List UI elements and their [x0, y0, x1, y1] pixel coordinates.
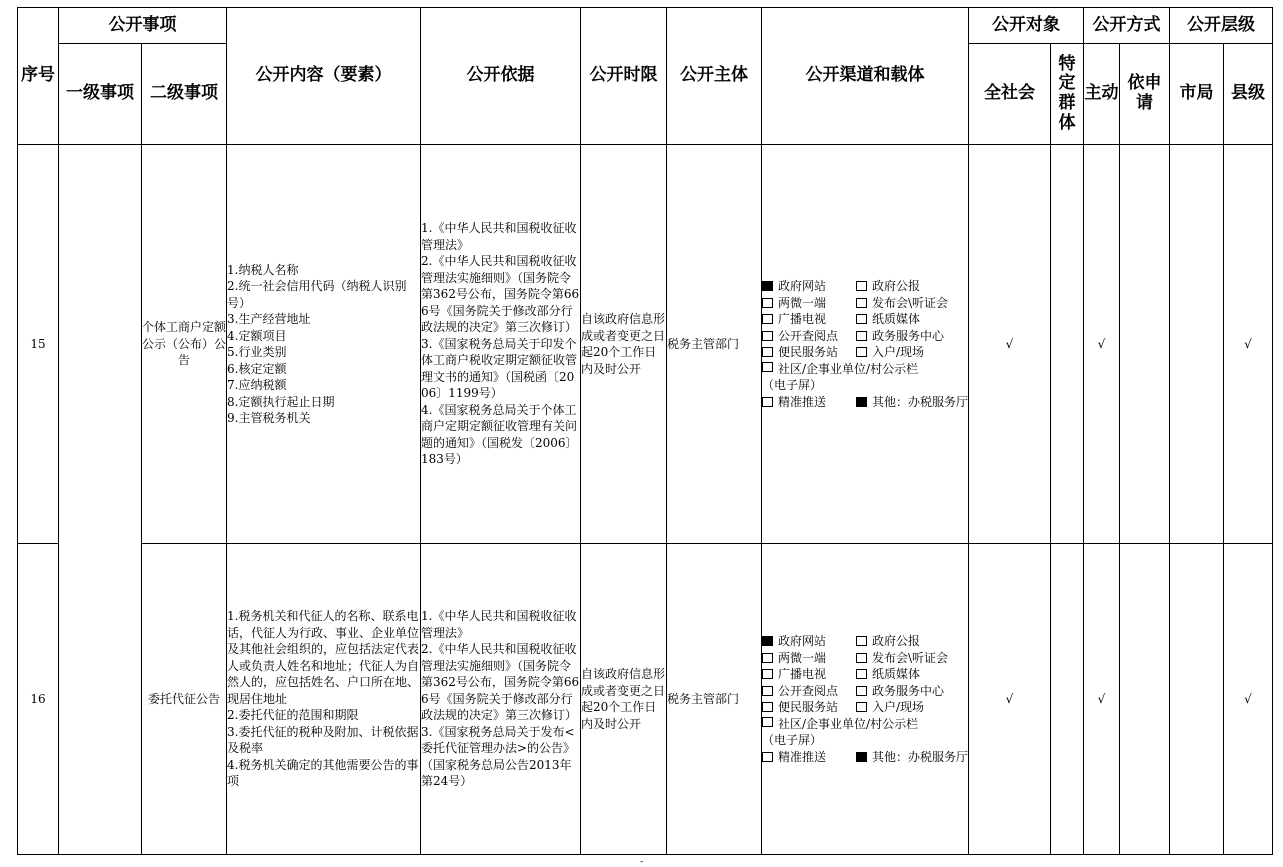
checkbox-empty-icon — [856, 702, 867, 712]
row-basis — [421, 544, 581, 855]
channel-label: 入户/现场 — [872, 700, 925, 714]
basis-item: 2.《中华人民共和国税收征收管理法实施细则》（国务院令第362号公布，国务院令第666号《国务院关于修改部分行政法规的决定》第三次修订） — [421, 642, 580, 723]
checkbox-empty-icon — [856, 686, 867, 696]
table-body — [18, 145, 1273, 855]
channel-label: 社区/企事业单位/村公示栏 — [778, 361, 919, 376]
disclosure-table — [17, 7, 1273, 855]
checkbox-empty-icon — [762, 362, 773, 372]
content-item: 9.主管税务机关 — [227, 411, 311, 425]
basis-item: 4.《国家税务总局关于个体工商户定期定额征收管理有关问题的通知》（国税发〔2006〕183号） — [421, 402, 578, 467]
row-channels — [762, 544, 969, 855]
channel-label: 政务服务中心 — [872, 328, 945, 343]
header-active: 主动 — [1084, 44, 1120, 145]
table-row — [18, 544, 1273, 855]
channel-label: 公开查阅点 — [778, 683, 839, 698]
mark-active: √ — [1084, 145, 1120, 544]
mark-county: √ — [1224, 544, 1273, 855]
content-item: 8.定额执行起止日期 — [227, 394, 335, 409]
row-level1 — [59, 145, 142, 855]
channel-label: 其他：办税服务厅 — [872, 749, 969, 764]
channel-label: 便民服务站 — [778, 345, 839, 359]
channel-label: 纸质媒体 — [872, 667, 921, 681]
content-item: 1.纳税人名称 — [227, 262, 299, 277]
basis-item: 1.《中华人民共和国税收征收管理法》 — [421, 609, 577, 640]
header-content: 公开内容（要素） — [227, 8, 421, 145]
content-item: 4.税务机关确定的其他需要公告的事项 — [227, 757, 419, 789]
checkbox-empty-icon — [856, 653, 867, 663]
channel-label: 其他：办税服务厅 — [872, 394, 969, 409]
channel-label: 政府公报 — [872, 634, 921, 648]
channel-label: 社区/企事业单位/村公示栏 — [778, 716, 919, 731]
checkbox-checked-icon — [762, 281, 773, 291]
checkbox-empty-icon — [762, 702, 773, 712]
channel-label: 精准推送 — [778, 394, 827, 409]
checkbox-empty-icon — [762, 669, 773, 679]
channel-label: 政务服务中心 — [872, 683, 945, 698]
channel-label: 纸质媒体 — [872, 312, 921, 326]
channel-label: 政府网站 — [778, 279, 827, 293]
mark-whole-society: √ — [969, 544, 1051, 855]
table-row — [18, 145, 1273, 544]
row-level2: 个体工商户定额公示（公布）公告 — [142, 145, 227, 544]
checkbox-checked-icon — [762, 636, 773, 646]
header-county: 县级 — [1224, 44, 1273, 145]
row-content — [227, 145, 421, 544]
channel-label: 入户/现场 — [872, 345, 925, 359]
content-item: 2.统一社会信用代码（纳税人识别号） — [227, 279, 407, 310]
channel-label: 政府公报 — [872, 279, 921, 293]
content-item: 3.委托代征的税种及附加、计税依据及税率 — [227, 724, 419, 756]
checkbox-empty-icon — [856, 281, 867, 291]
checkbox-checked-icon — [856, 397, 867, 407]
header-level2: 二级事项 — [142, 44, 227, 145]
channel-note: （电子屏） — [762, 378, 823, 392]
basis-item: 2.《中华人民共和国税收征收管理法实施细则》（国务院令第362号公布，国务院令第666号《国务院关于修改部分行政法规的决定》第三次修订） — [421, 254, 580, 335]
channel-label: 广播电视 — [778, 667, 827, 681]
checkbox-empty-icon — [762, 752, 773, 762]
table-header — [18, 8, 1273, 145]
header-specific-group: 特定群体 — [1051, 44, 1084, 145]
content-item: 6.核定定额 — [227, 361, 287, 376]
row-level2: 委托代征公告 — [142, 544, 227, 855]
content-item: 4.定额项目 — [227, 328, 287, 343]
checkbox-empty-icon — [856, 331, 867, 341]
header-channels: 公开渠道和载体 — [762, 8, 969, 145]
page-number-mark: - — [640, 857, 644, 867]
header-target-group: 公开对象 — [969, 8, 1084, 44]
mark-county: √ — [1224, 145, 1273, 544]
checkbox-empty-icon — [856, 298, 867, 308]
header-seq: 序号 — [18, 8, 59, 145]
header-basis: 公开依据 — [421, 8, 581, 145]
basis-item: 3.《国家税务总局关于发布<委托代征管理办法>的公告》（国家税务总局公告2013年第24号） — [421, 724, 576, 789]
header-level-group: 公开层级 — [1170, 8, 1273, 44]
content-item: 2.委托代征的范围和期限 — [227, 708, 359, 723]
header-row-top — [18, 8, 1273, 44]
checkbox-empty-icon — [762, 397, 773, 407]
mark-active: √ — [1084, 544, 1120, 855]
header-items-group: 公开事项 — [59, 8, 227, 44]
mark-city — [1170, 544, 1224, 855]
row-seq: 15 — [18, 145, 59, 544]
basis-item: 3.《国家税务总局关于印发个体工商户税收定期定额征收管理文书的通知》（国税函〔2006〕1199号） — [421, 336, 578, 401]
checkbox-empty-icon — [762, 686, 773, 696]
channel-label: 精准推送 — [778, 749, 827, 764]
channel-label: 广播电视 — [778, 312, 827, 326]
checkbox-empty-icon — [762, 298, 773, 308]
checkbox-empty-icon — [762, 717, 773, 727]
checkbox-empty-icon — [762, 653, 773, 663]
header-subject: 公开主体 — [667, 8, 762, 145]
content-item: 3.生产经营地址 — [227, 312, 311, 326]
basis-item: 1.《中华人民共和国税收征收管理法》 — [421, 221, 577, 252]
row-time-limit: 自该政府信息形成或者变更之日起20个工作日内及时公开 — [581, 145, 667, 544]
row-content — [227, 544, 421, 855]
row-basis — [421, 145, 581, 544]
checkbox-empty-icon — [856, 347, 867, 357]
content-item: 5.行业类别 — [227, 345, 287, 359]
checkbox-empty-icon — [762, 347, 773, 357]
checkbox-empty-icon — [856, 636, 867, 646]
header-time-limit: 公开时限 — [581, 8, 667, 145]
header-level1: 一级事项 — [59, 44, 142, 145]
channel-label: 两微一端 — [778, 295, 827, 310]
header-whole-society: 全社会 — [969, 44, 1051, 145]
channel-note: （电子屏） — [762, 733, 823, 747]
content-item: 7.应纳税额 — [227, 378, 287, 392]
checkbox-empty-icon — [856, 669, 867, 679]
mark-on-request — [1120, 544, 1170, 855]
header-city: 市局 — [1170, 44, 1224, 145]
channel-label: 政府网站 — [778, 634, 827, 648]
channel-label: 发布会\听证会 — [872, 295, 949, 310]
channel-label: 发布会\听证会 — [872, 650, 949, 665]
row-time-limit: 自该政府信息形成或者变更之日起20个工作日内及时公开 — [581, 544, 667, 855]
content-item: 1.税务机关和代征人的名称、联系电话，代征人为行政、事业、企业单位及其他社会组织的，应包括法定代表人或负责人姓名和地址；代征人为自然人的，应包括姓名、户口所在地、现居住地址 — [227, 609, 420, 706]
checkbox-empty-icon — [762, 331, 773, 341]
row-channels — [762, 145, 969, 544]
channel-label: 两微一端 — [778, 650, 827, 665]
checkbox-checked-icon — [856, 752, 867, 762]
header-method-group: 公开方式 — [1084, 8, 1170, 44]
channel-label: 公开查阅点 — [778, 328, 839, 343]
mark-city — [1170, 145, 1224, 544]
mark-specific-group — [1051, 544, 1084, 855]
header-on-request: 依申请 — [1120, 44, 1170, 145]
mark-whole-society: √ — [969, 145, 1051, 544]
mark-on-request — [1120, 145, 1170, 544]
checkbox-empty-icon — [762, 314, 773, 324]
checkbox-empty-icon — [856, 314, 867, 324]
mark-specific-group — [1051, 145, 1084, 544]
channel-label: 便民服务站 — [778, 700, 839, 714]
row-subject: 税务主管部门 — [667, 544, 762, 855]
row-subject: 税务主管部门 — [667, 145, 762, 544]
row-seq: 16 — [18, 544, 59, 855]
